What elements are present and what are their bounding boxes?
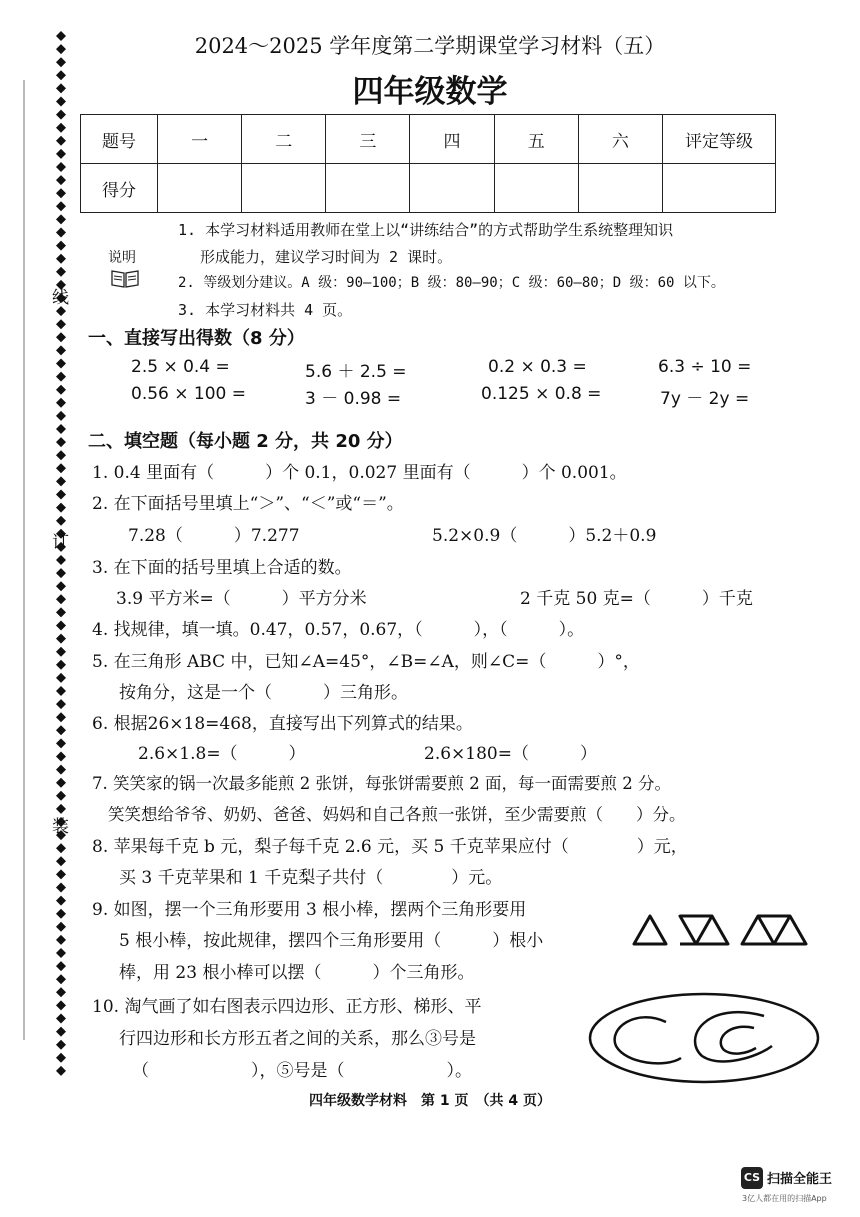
binding-diamond: [56, 568, 66, 578]
calc-item: 7y － 2y =: [660, 389, 750, 409]
question-1: 1. 0.4 里面有（ ）个 0.1，0.027 里面有（ ）个 0.001。: [92, 463, 627, 483]
binding-diamond: [56, 725, 66, 735]
question-2a: 7.28（ ）7.277: [128, 526, 300, 546]
relation-ellipse-figure: [586, 988, 822, 1090]
binding-diamond: [56, 581, 66, 591]
score-cell: 六: [578, 115, 662, 164]
binding-diamond: [56, 922, 66, 932]
score-input-cell[interactable]: [158, 164, 242, 213]
section-1-title: 一、直接写出得数（8 分）: [88, 328, 305, 349]
binding-diamond: [56, 149, 66, 159]
binding-diamond: [56, 791, 66, 801]
binding-diamond: [56, 594, 66, 604]
binding-diamond: [56, 162, 66, 172]
binding-diamond: [56, 345, 66, 355]
calc-item: 3 － 0.98 =: [305, 389, 402, 409]
calc-item: 0.2 × 0.3 =: [488, 357, 587, 377]
question-10b: 行四边形和长方形五者之间的关系，那么③号是: [119, 1029, 476, 1049]
calc-item: 0.125 × 0.8 =: [481, 384, 602, 404]
question-10c: （ ），⑤号是（ ）。: [132, 1061, 472, 1081]
binding-diamond: [56, 673, 66, 683]
binding-diamond: [56, 254, 66, 264]
binding-diamond: [56, 909, 66, 919]
binding-diamond: [56, 1027, 66, 1037]
binding-margin: [0, 0, 80, 1217]
question-9b: 5 根小棒，按此规律，摆四个三角形要用（ ）根小: [119, 931, 544, 951]
question-10a: 10. 淘气画了如右图表示四边形、正方形、梯形、平: [92, 997, 482, 1017]
score-cell: 评定等级: [663, 115, 776, 164]
three-triangles-icon: [742, 916, 806, 944]
note-2: 2. 等级划分建议。A 级：90—100；B 级：80—90；C 级：60—80；D 级：60 以下。: [178, 275, 725, 291]
binding-diamond: [56, 843, 66, 853]
binding-diamond: [56, 424, 66, 434]
note-1: 1. 本学习材料适用教师在堂上以“讲练结合”的方式帮助学生系统整理知识: [178, 221, 674, 239]
question-2: 2. 在下面括号里填上“＞”、“＜”或“＝”。: [92, 494, 404, 514]
question-3: 3. 在下面的括号里填上合适的数。: [92, 558, 352, 578]
binding-diamond: [56, 1053, 66, 1063]
score-cell: 二: [242, 115, 326, 164]
binding-diamond: [56, 476, 66, 486]
score-table-score-row: [81, 164, 776, 213]
two-triangles-icon: [680, 916, 728, 944]
binding-diamond: [56, 450, 66, 460]
binding-char-line: 线: [52, 288, 69, 308]
question-6: 6. 根据26×18=468，直接写出下列算式的结果。: [92, 714, 473, 734]
score-input-cell[interactable]: [410, 164, 494, 213]
binding-diamond: [56, 136, 66, 146]
question-6a: 2.6×1.8=（ ）: [138, 744, 306, 764]
binding-diamond: [56, 175, 66, 185]
binding-diamond: [56, 1066, 66, 1076]
question-6b: 2.6×180=（ ）: [424, 744, 597, 764]
score-input-cell[interactable]: [494, 164, 578, 213]
question-3b: 2 千克 50 克=（ ）千克: [520, 589, 753, 609]
question-9c: 棒，用 23 根小棒可以摆（ ）个三角形。: [119, 963, 475, 983]
page-subtitle: 四年级数学: [352, 74, 508, 110]
score-table: [80, 114, 776, 213]
binding-diamond: [56, 699, 66, 709]
binding-diamond: [56, 1014, 66, 1024]
calc-item: 2.5 × 0.4 =: [131, 357, 230, 377]
binding-diamond: [56, 319, 66, 329]
binding-diamond: [56, 607, 66, 617]
binding-diamond: [56, 385, 66, 395]
question-9a: 9. 如图，摆一个三角形要用 3 根小棒，摆两个三角形要用: [92, 900, 527, 920]
question-7b: 笑笑想给爷爷、奶奶、爸爸、妈妈和自己各煎一张饼，至少需要煎（ ）分。: [108, 805, 686, 824]
binding-diamond: [56, 463, 66, 473]
notes-label: 说明: [108, 250, 136, 266]
scanner-logo-icon: CS: [741, 1167, 763, 1189]
binding-diamond: [56, 332, 66, 342]
binding-diamond: [56, 372, 66, 382]
score-cell: 一: [158, 115, 242, 164]
binding-diamond: [56, 765, 66, 775]
score-input-cell[interactable]: [578, 164, 662, 213]
binding-diamond: [56, 935, 66, 945]
binding-diamond: [56, 359, 66, 369]
score-input-cell[interactable]: [663, 164, 776, 213]
binding-diamond: [56, 188, 66, 198]
question-2b: 5.2×0.9（ ）5.2＋0.9: [432, 526, 657, 546]
score-input-cell[interactable]: [242, 164, 326, 213]
binding-diamond: [56, 856, 66, 866]
binding-diamond: [56, 123, 66, 133]
binding-diamond: [56, 686, 66, 696]
binding-diamond: [56, 869, 66, 879]
binding-diamond: [56, 1000, 66, 1010]
binding-diamond: [56, 778, 66, 788]
binding-diamond: [56, 660, 66, 670]
question-5a: 5. 在三角形 ABC 中，已知∠A=45°，∠B=∠A，则∠C=（ ）°，: [92, 652, 640, 672]
binding-diamond: [56, 948, 66, 958]
left-arc: [615, 1017, 681, 1063]
score-table-header-row: [81, 115, 776, 164]
question-4: 4. 找规律，填一填。0.47，0.57，0.67，（ ），（ ）。: [92, 620, 585, 640]
question-3a: 3.9 平方米=（ ）平方分米: [116, 589, 367, 609]
binding-diamond: [56, 961, 66, 971]
calc-item: 5.6 ＋ 2.5 =: [305, 362, 407, 382]
question-5b: 按角分，这是一个（ ）三角形。: [119, 683, 408, 703]
score-cell: 五: [494, 115, 578, 164]
calc-item: 6.3 ÷ 10 =: [658, 357, 752, 377]
binding-diamond: [56, 267, 66, 277]
binding-diamond: [56, 1040, 66, 1050]
binding-diamond: [56, 883, 66, 893]
score-cell: 得分: [81, 164, 158, 213]
binding-diamond: [56, 228, 66, 238]
binding-diamond: [56, 647, 66, 657]
score-cell: 四: [410, 115, 494, 164]
right-arc-inner: [721, 1027, 756, 1054]
binding-diamond: [56, 974, 66, 984]
triangle-icon: [634, 916, 666, 944]
section-2-title: 二、填空题（每小题 2 分，共 20 分）: [88, 431, 403, 452]
binding-diamond: [56, 411, 66, 421]
binding-diamond: [56, 490, 66, 500]
binding-diamond: [56, 712, 66, 722]
calc-item: 0.56 × 100 =: [131, 384, 246, 404]
binding-diamond: [56, 110, 66, 120]
question-8b: 买 3 千克苹果和 1 千克梨子共付（ ）元。: [119, 868, 503, 888]
outer-ellipse: [590, 994, 818, 1082]
binding-diamond: [56, 621, 66, 631]
binding-diamond: [56, 437, 66, 447]
question-8a: 8. 苹果每千克 b 元，梨子每千克 2.6 元，买 5 千克苹果应付（ ）元，: [92, 837, 688, 857]
page-title: 2024～2025 学年度第二学期课堂学习材料（五）: [194, 34, 666, 58]
scanner-app-name: 扫描全能王: [767, 1172, 833, 1187]
score-input-cell[interactable]: [326, 164, 410, 213]
note-3: 3. 本学习材料共 4 页。: [178, 301, 353, 319]
triangle-sticks-figure: [628, 910, 818, 950]
binding-diamond: [56, 503, 66, 513]
scanner-app-tagline: 3亿人都在用的扫描App: [742, 1194, 827, 1203]
book-icon: [110, 267, 140, 289]
binding-diamond: [56, 241, 66, 251]
binding-diamond: [56, 738, 66, 748]
score-cell: 三: [326, 115, 410, 164]
binding-diamond: [56, 896, 66, 906]
binding-diamond: [56, 987, 66, 997]
binding-diamond: [56, 516, 66, 526]
binding-diamond: [56, 398, 66, 408]
binding-diamond: [56, 752, 66, 762]
binding-char-bind: 订: [52, 533, 69, 553]
binding-diamond: [56, 555, 66, 565]
question-7a: 7. 笑笑家的锅一次最多能煎 2 张饼，每张饼需要煎 2 面，每一面需要煎 2 分。: [92, 774, 671, 793]
binding-diamond: [56, 214, 66, 224]
binding-diamond: [56, 634, 66, 644]
binding-char-attach: 装: [52, 817, 69, 837]
binding-diamond: [56, 201, 66, 211]
score-cell: 题号: [81, 115, 158, 164]
note-1-cont: 形成能力，建议学习时间为 2 课时。: [200, 248, 453, 266]
page-footer: 四年级数学材料 第 1 页 （共 4 页）: [309, 1093, 551, 1109]
